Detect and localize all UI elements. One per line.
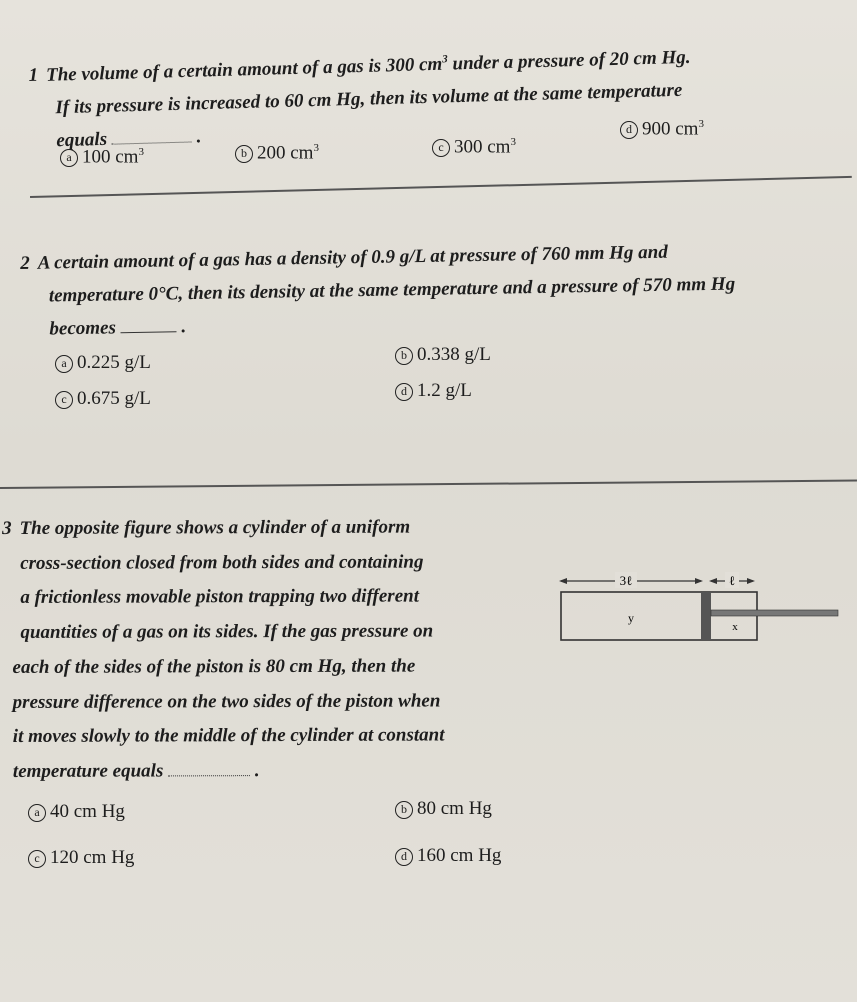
- q3-number: 3: [2, 517, 12, 539]
- q3-line-8: temperature equals .: [12, 760, 260, 782]
- option-b-icon: b: [395, 347, 413, 365]
- q3-line-1: 3 The opposite figure shows a cylinder of a uniform: [2, 510, 444, 546]
- q3-option-c[interactable]: c 120 cm Hg: [28, 847, 134, 869]
- piston-rod: [711, 610, 838, 616]
- q1-option-b[interactable]: b 200 $cm^3$: [235, 142, 319, 164]
- question-1: [28, 37, 693, 159]
- q2-number: 2: [20, 252, 30, 274]
- q2-option-d[interactable]: d 1.2 g/L: [395, 380, 472, 402]
- option-a-icon: a: [28, 804, 46, 822]
- q2-line-1: 2 A certain amount of a gas has a density of 0.9 g/L at pressure of 760 mm Hg and: [20, 235, 735, 280]
- option-d-icon: d: [620, 121, 638, 139]
- question-3: [2, 510, 445, 789]
- q2-option-b[interactable]: b 0.338 g/L: [395, 344, 491, 366]
- q2-answer-blank: [121, 331, 177, 333]
- piston: [701, 592, 711, 640]
- option-a-icon: a: [55, 355, 73, 373]
- option-b-icon: b: [395, 801, 413, 819]
- divider-1: [30, 176, 852, 198]
- q3-line-4: quantities of a gas on its sides. If the gas pressure on: [20, 620, 434, 644]
- q2-option-a[interactable]: a 0.225 g/L: [55, 352, 151, 374]
- left-length-label: 3ℓ: [619, 573, 633, 588]
- q1-option-c[interactable]: c 300 $cm^3$: [432, 136, 516, 158]
- left-arrowhead-icon: [695, 578, 703, 584]
- q1-line-3: equals .: [56, 126, 202, 152]
- q3-line-3: a frictionless movable piston trapping two different: [20, 585, 420, 609]
- option-b-icon: b: [235, 145, 253, 163]
- divider-2: [0, 480, 857, 489]
- q2-line-2: temperature 0°C, then its density at the same temperature and a pressure of 570 mm Hg: [48, 273, 736, 307]
- q1-line-2: If its pressure is increased to 60 cm Hg, then its volume at the same temperature: [55, 80, 683, 119]
- option-c-icon: c: [55, 391, 73, 409]
- q1-line-1: 1 The volume of a certain amount of a gas is 300 $cm^3$ under a pressure of 20 cm Hg.: [28, 37, 691, 93]
- option-a-icon: a: [60, 149, 78, 167]
- q2-option-c[interactable]: c 0.675 g/L: [55, 388, 151, 410]
- option-c-icon: c: [28, 850, 46, 868]
- q3-line-7: it moves slowly to the middle of the cylinder at constant: [12, 724, 445, 748]
- right-arrowhead-icon: [709, 578, 717, 584]
- q3-answer-blank: [168, 775, 250, 776]
- q3-line-2: cross-section closed from both sides and containing: [20, 551, 424, 574]
- q3-option-d[interactable]: d 160 cm Hg: [395, 845, 501, 867]
- q1-option-a[interactable]: a 100 $cm^3$: [60, 146, 144, 168]
- q1-number: 1: [28, 65, 39, 87]
- cylinder-piston-figure: [555, 568, 840, 650]
- q3-option-a[interactable]: a 40 cm Hg: [28, 801, 125, 823]
- option-d-icon: d: [395, 383, 413, 401]
- right-length-label: ℓ: [728, 573, 736, 588]
- q3-line-6: pressure difference on the two sides of the piston when: [12, 689, 441, 713]
- right-arrowhead-icon: [747, 578, 755, 584]
- left-arrowhead-icon: [559, 578, 567, 584]
- q1-answer-blank: [112, 142, 192, 145]
- gas-x-label: x: [732, 621, 738, 633]
- q1-option-d[interactable]: d 900 $cm^3$: [620, 118, 704, 140]
- option-c-icon: c: [432, 139, 450, 157]
- gas-y-label: y: [628, 611, 634, 625]
- question-2: [20, 235, 736, 346]
- q3-line-5: each of the sides of the piston is 80 cm Hg, then the: [12, 655, 416, 678]
- q3-option-b[interactable]: b 80 cm Hg: [395, 798, 492, 820]
- option-d-icon: d: [395, 848, 413, 866]
- q2-line-3: becomes .: [49, 316, 187, 340]
